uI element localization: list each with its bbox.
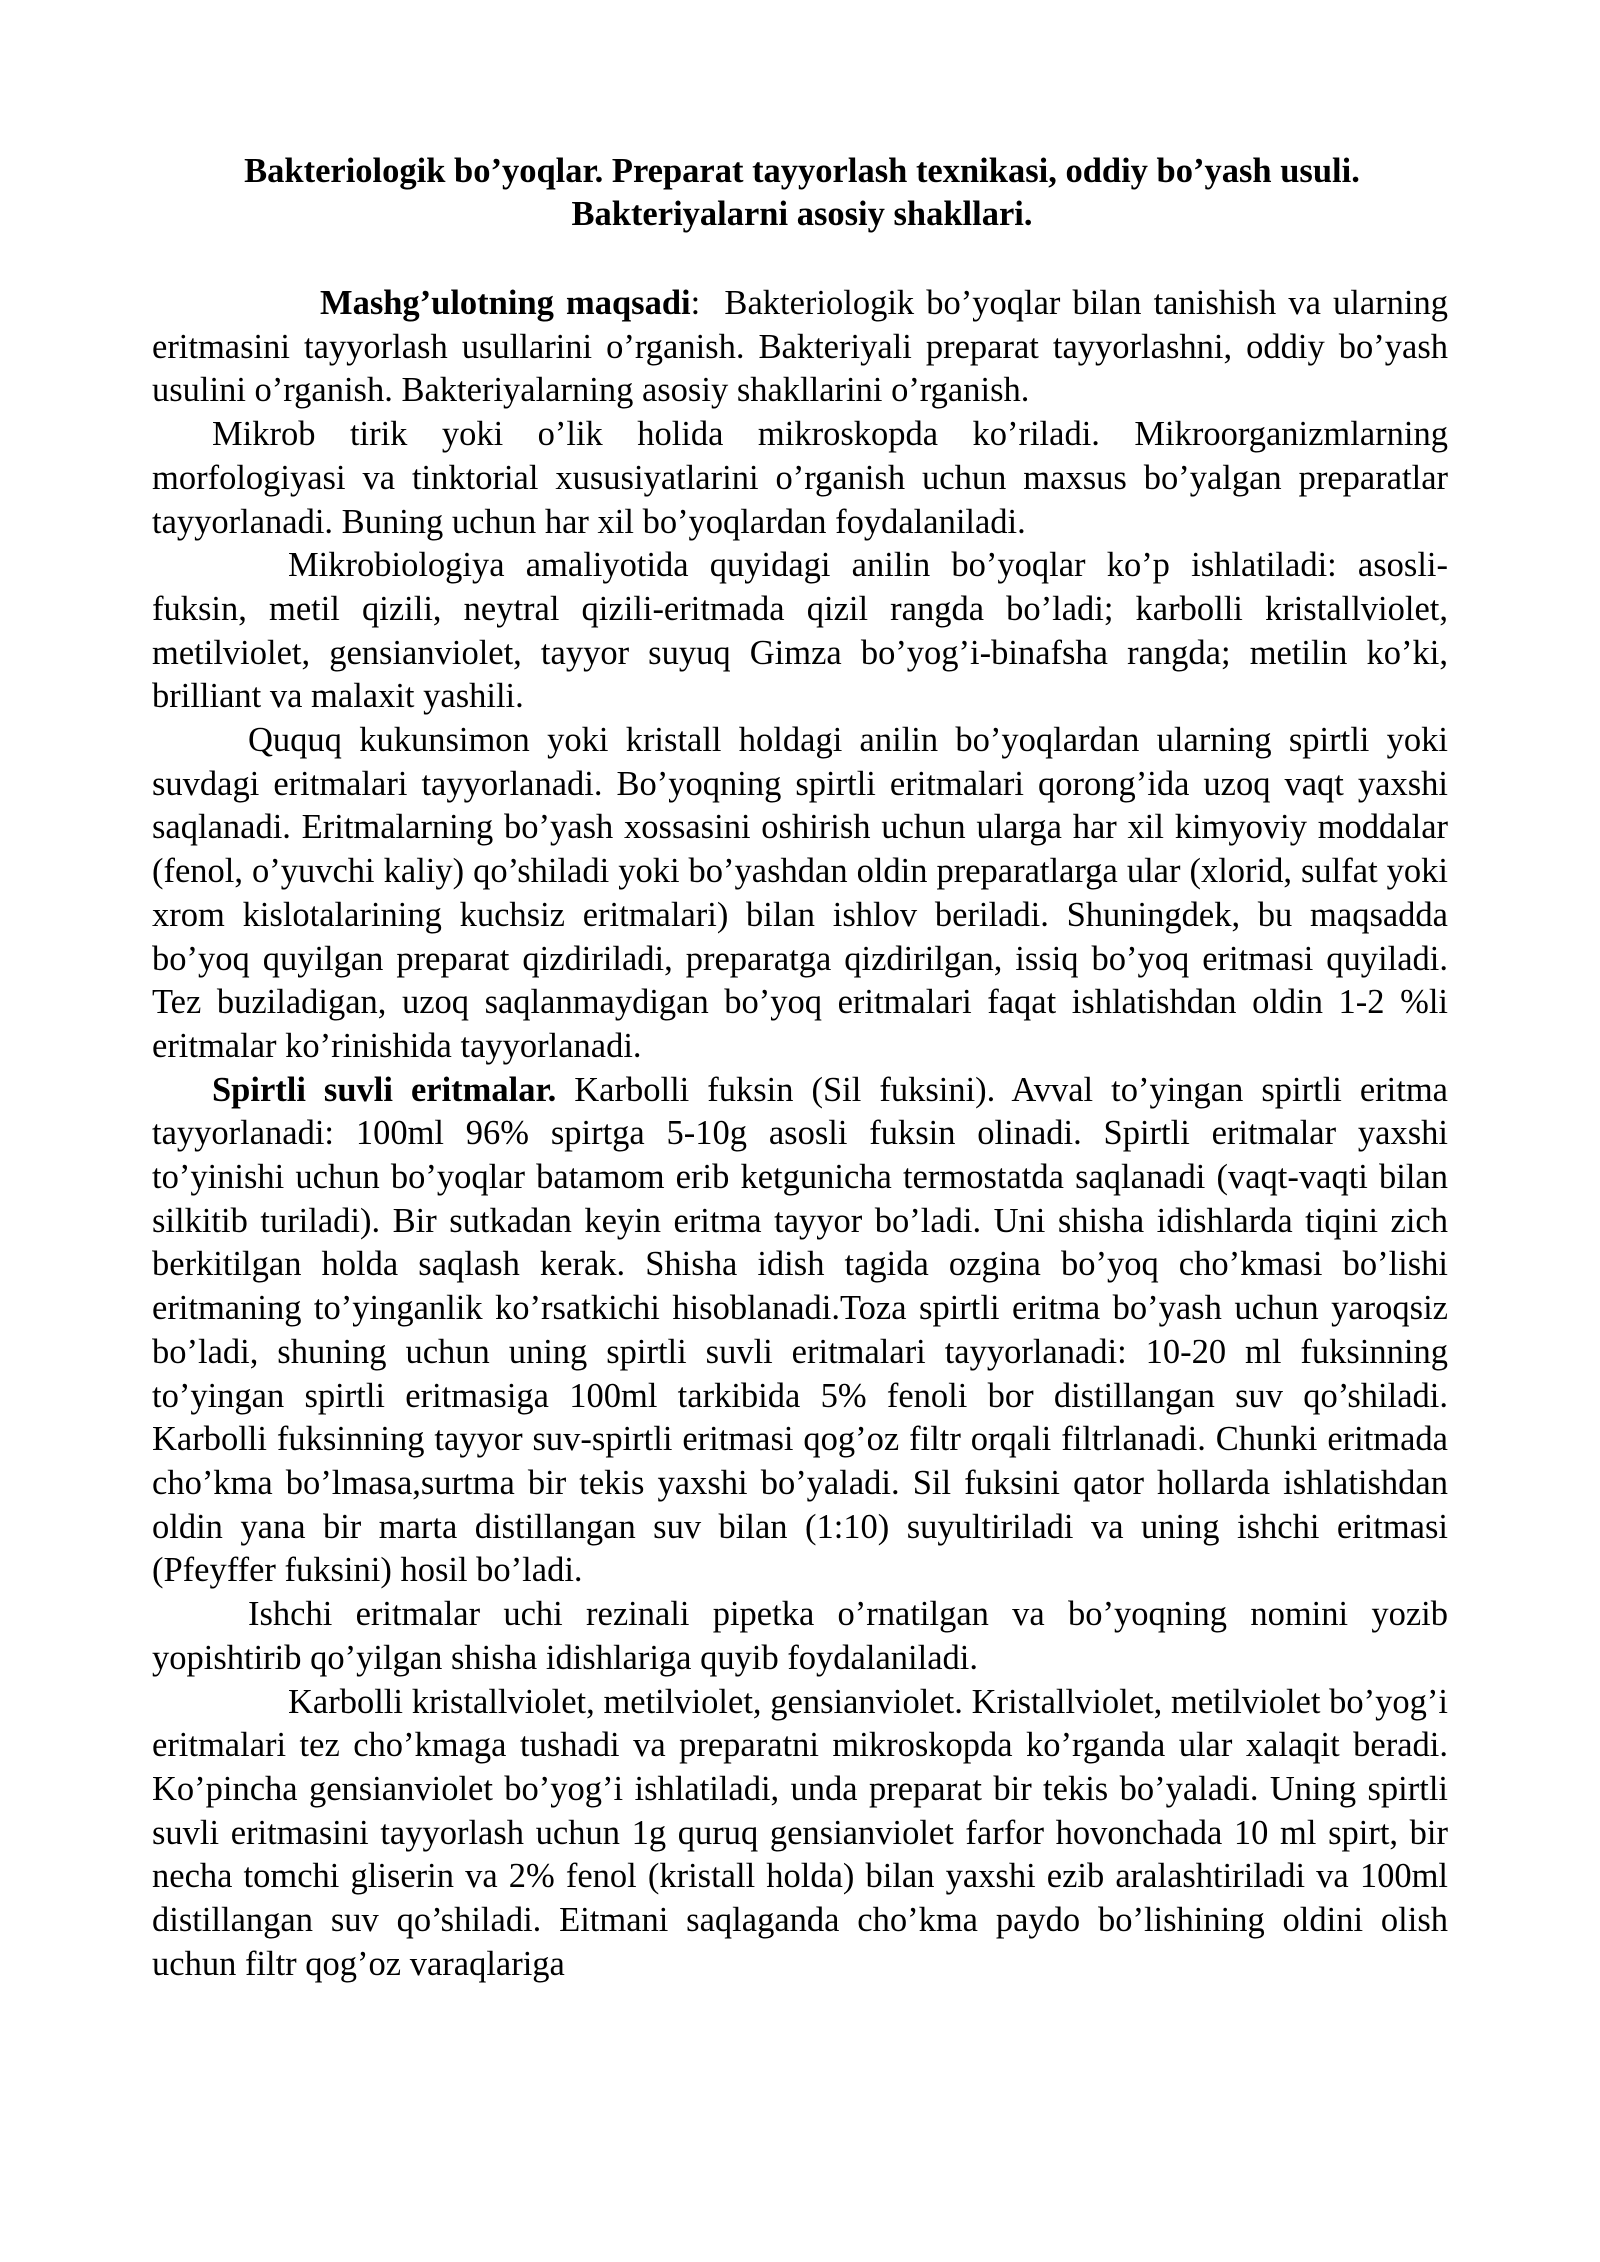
goal-colon: : bbox=[690, 284, 701, 322]
title-line-1: Bakteriologik bo’yoqlar. Preparat tayyorlash texnikasi, oddiy bo’yash usuli. bbox=[244, 152, 1360, 190]
title-line-2: Bakteriyalarni asosiy shakllari. bbox=[571, 195, 1033, 233]
paragraph-4-label: Spirtli suvli eritmalar. bbox=[212, 1070, 557, 1109]
goal-text: Bakteriologik bo’yoqlar bilan tanishish va ularning eritmasini tayyorlash usullarini o’rganish. Bakteriyali preparat tayyorlashni, oddiy bo’yash usulini o’rganish. Bakteriyalarning asosiy shakllarini o’rganish. bbox=[152, 284, 1457, 410]
paragraph-2: Mikrobiologiya amaliyotida quyidagi anilin bo’yoqlar ko’p ishlatiladi: asosli- fuksin, metil qizili, neytral qizili-eritmada qizil rangda bo’ladi; karbolli kristallviolet, metilviolet, gensianviolet, tayyor suyuq Gimza bo’yog’i-binafsha rangda; metilin ko’ki, brilliant va malaxit yashili. bbox=[152, 546, 1448, 716]
paragraph-4 bbox=[152, 1069, 1448, 1593]
paragraph-4-text: Karbolli fuksin (Sil fuksini). Avval to’yingan spirtli eritma tayyorlanadi: 100ml 96% spirtga 5-10g asosli fuksin olinadi. Spirtli eritmalar yaxshi to’yinishi uchun bo’yoqlar batamom erib ketgunicha termostatda saqlanadi (vaqt-vaqti bilan silkitib turiladi). Bir sutkadan keyin eritma tayyor bo’ladi. Uni shisha idishlarda tiqini zich berkitilgan holda saqlash kerak. Shisha idish tagida ozgina bo’yoq cho’kmasi bo’lishi eritmaning to’yinganlik ko’rsatkichi hisoblanadi.Toza spirtli eritma bo’yash uchun yaroqsiz bo’ladi, shuning uchun uning spirtli suvli eritmalari tayyorlanadi: 10-20 ml fuksinning to’yingan spirtli eritmasiga 100ml tarkibida 5% fenoli bor distillangan suv qo’shiladi. Karbolli fuksinning tayyor suv-spirtli eritmasi qog’oz filtr orqali filtrlanadi. Chunki eritmada cho’kma bo’lmasa,surtma bir tekis yaxshi bo’yaladi. Sil fuksini qator hollarda ishlatishdan oldin yana bir marta distillangan suv bilan (1:10) suyultiriladi va uning ishchi eritmasi (Pfeyffer fuksini) hosil bo’ladi. bbox=[152, 1070, 1448, 1590]
goal-paragraph bbox=[152, 282, 1457, 413]
page-title bbox=[152, 150, 1452, 236]
document-body bbox=[152, 282, 1457, 1986]
paragraph-3: Ququq kukunsimon yoki kristall holdagi anilin bo’yoqlardan ularning spirtli yoki suvdagi eritmalari tayyorlanadi. Bo’yoqning spirtli eritmalari qorong’ida uzoq vaqt yaxshi saqlanadi. Eritmalarning bo’yash xossasini oshirish uchun ularga har xil kimyoviy moddalar (fenol, o’yuvchi kaliy) qo’shiladi yoki bo’yashdan oldin preparatlarga ular (xlorid, sulfat yoki xrom kislotalarining kuchsiz eritmalari) bilan ishlov beriladi. Shuningdek, bu maqsadda bo’yoq quyilgan preparat qizdiriladi, preparatga qizdirilgan, issiq bo’yoq eritmasi quyiladi. Tez buziladigan, uzoq saqlanmaydigan bo’yoq eritmalari faqat ishlatishdan oldin 1-2 %li eritmalar ko’rinishida tayyorlanadi. bbox=[152, 721, 1448, 1065]
paragraph-1: Mikrob tirik yoki o’lik holida mikroskopda ko’riladi. Mikroorganizmlarning morfologiyasi va tinktorial xususiyatlarini o’rganish uchun maxsus bo’yalgan preparatlar tayyorlanadi. Buning uchun har xil bo’yoqlardan foydalaniladi. bbox=[152, 415, 1448, 541]
goal-label: Mashg’ulotning maqsadi bbox=[320, 284, 691, 322]
paragraph-5: Ishchi eritmalar uchi rezinali pipetka o’rnatilgan va bo’yoqning nomini yozib yopishtirib qo’yilgan shisha idishlariga quyib foydalaniladi. bbox=[152, 1595, 1448, 1677]
paragraph-6: Karbolli kristallviolet, metilviolet, gensianviolet. Kristallviolet, metilviolet bo’yog’i eritmalari tez cho’kmaga tushadi va preparatni mikroskopda ko’rganda ular xalaqit beradi. Ko’pincha gensianviolet bo’yog’i ishlatiladi, unda preparat bir tekis bo’yaladi. Uning spirtli suvli eritmasini tayyorlash uchun 1g quruq gensianviolet farfor hovonchada 10 ml spirt, bir necha tomchi gliserin va 2% fenol (kristall holda) bilan yaxshi ezib aralashtiriladi va 100ml distillangan suv qo’shiladi. Eitmani saqlaganda cho’kma paydo bo’lishining oldini olish uchun filtr qog’oz varaqlariga bbox=[152, 1682, 1448, 1983]
